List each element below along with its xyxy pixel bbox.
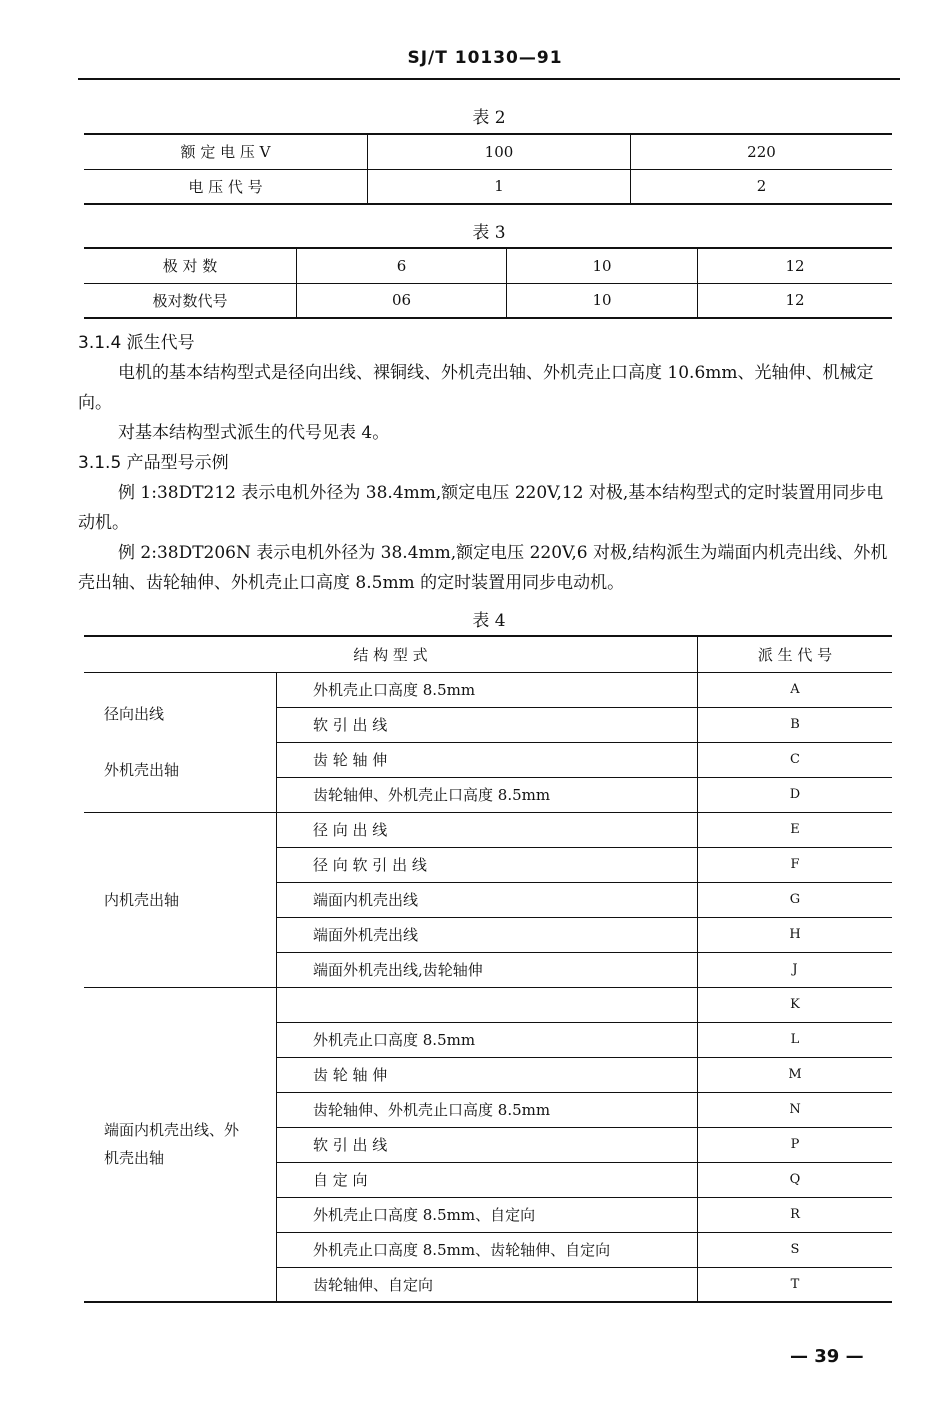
code-cell: S [698, 1232, 893, 1267]
code-cell: B [698, 707, 893, 742]
structure-cell: 外机壳止口高度 8.5mm、自定向 [277, 1197, 698, 1232]
structure-cell: 端面外机壳出线 [277, 917, 698, 952]
table2-label-voltage: 额 定 电 压 V [84, 134, 368, 169]
table-row [84, 672, 892, 707]
structure-cell: 齿轮轴伸、外机壳止口高度 8.5mm [277, 777, 698, 812]
table2-cell: 100 [368, 134, 631, 169]
table4-caption: 表 4 [472, 611, 506, 631]
table4 [84, 635, 892, 1303]
code-cell: T [698, 1267, 893, 1302]
code-cell: Q [698, 1162, 893, 1197]
structure-cell: 齿 轮 轴 伸 [277, 742, 698, 777]
code-cell: C [698, 742, 893, 777]
table3-caption: 表 3 [472, 223, 506, 243]
section-314-heading: 3.1.4 派生代号 [78, 333, 195, 353]
section-315-heading: 3.1.5 产品型号示例 [78, 453, 229, 473]
table3-row [84, 283, 892, 318]
group-label-line: 径向出线 [104, 705, 165, 723]
table4-header-row [84, 636, 892, 672]
code-cell: J [698, 952, 893, 987]
code-cell: M [698, 1057, 893, 1092]
code-cell: N [698, 1092, 893, 1127]
structure-cell: 外机壳止口高度 8.5mm [277, 1022, 698, 1057]
structure-cell: 软 引 出 线 [277, 1127, 698, 1162]
structure-cell: 端面内机壳出线 [277, 882, 698, 917]
table2-row [84, 134, 892, 169]
group-label-line: 端面内机壳出线、外 [104, 1121, 240, 1140]
table3-cell: 06 [297, 283, 507, 318]
example-1: 例 1:38DT212 表示电机外径为 38.4mm,额定电压 220V,12 对极,基本结构型式的定时装置用同步电动机。 [78, 483, 884, 533]
structure-cell: 径 向 出 线 [277, 812, 698, 847]
table4-group-inner-shaft [84, 812, 277, 987]
code-cell: K [698, 987, 893, 1022]
page-header-standard: SJ/T 10130—91 [407, 48, 563, 68]
code-cell: L [698, 1022, 893, 1057]
table3-cell: 12 [698, 283, 893, 318]
table2-cell: 220 [631, 134, 893, 169]
structure-cell: 齿 轮 轴 伸 [277, 1057, 698, 1092]
page-number: — 39 — [790, 1346, 864, 1367]
structure-cell: 外机壳止口高度 8.5mm [277, 672, 698, 707]
section-314-para1: 电机的基本结构型式是径向出线、裸铜线、外机壳出轴、外机壳止口高度 10.6mm、光轴伸、机械定向。 [78, 363, 874, 413]
structure-cell: 软 引 出 线 [277, 707, 698, 742]
table2 [84, 133, 892, 205]
code-cell: P [698, 1127, 893, 1162]
structure-cell: 端面外机壳出线,齿轮轴伸 [277, 952, 698, 987]
table4-header-code: 派 生 代 号 [698, 636, 893, 672]
header-rule [78, 78, 900, 80]
table3-label-poles: 极 对 数 [84, 248, 297, 283]
code-cell: G [698, 882, 893, 917]
code-cell: A [698, 672, 893, 707]
table3-label-code: 极对数代号 [84, 283, 297, 318]
structure-cell: 外机壳止口高度 8.5mm、齿轮轴伸、自定向 [277, 1232, 698, 1267]
table-row [84, 812, 892, 847]
structure-cell: 径 向 软 引 出 线 [277, 847, 698, 882]
code-cell: F [698, 847, 893, 882]
group-label-line: 内机壳出轴 [104, 890, 180, 909]
table3-row [84, 248, 892, 283]
group-label-line: 机壳出轴 [104, 1149, 165, 1168]
body-text [78, 328, 900, 598]
section-314-para2: 对基本结构型式派生的代号见表 4。 [118, 423, 390, 443]
table4-group-end-face [84, 987, 277, 1302]
table3-cell: 6 [297, 248, 507, 283]
table2-caption: 表 2 [472, 108, 506, 128]
table3-cell: 12 [698, 248, 893, 283]
table2-row [84, 169, 892, 204]
group-label-line: 外机壳出轴 [104, 761, 180, 779]
code-cell: H [698, 917, 893, 952]
table2-label-code: 电 压 代 号 [84, 169, 368, 204]
code-cell: E [698, 812, 893, 847]
structure-cell [277, 987, 698, 1022]
structure-cell: 齿轮轴伸、外机壳止口高度 8.5mm [277, 1092, 698, 1127]
example-2: 例 2:38DT206N 表示电机外径为 38.4mm,额定电压 220V,6 对极,结构派生为端面内机壳出线、外机壳出轴、齿轮轴伸、外机壳止口高度 8.5mm 的定时装置用同步电动机。 [78, 543, 888, 593]
table3-cell: 10 [507, 283, 698, 318]
table4-group-radial [84, 672, 277, 812]
code-cell: D [698, 777, 893, 812]
structure-cell: 自 定 向 [277, 1162, 698, 1197]
table4-header-structure: 结 构 型 式 [84, 636, 698, 672]
structure-cell: 齿轮轴伸、自定向 [277, 1267, 698, 1302]
table-row [84, 987, 892, 1022]
code-cell: R [698, 1197, 893, 1232]
table3 [84, 247, 892, 319]
table2-cell: 2 [631, 169, 893, 204]
table3-cell: 10 [507, 248, 698, 283]
table2-cell: 1 [368, 169, 631, 204]
